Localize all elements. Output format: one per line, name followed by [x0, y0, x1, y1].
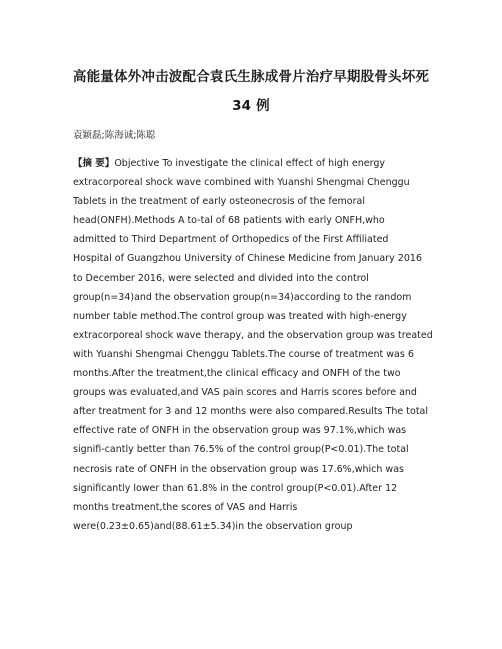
abstract-line: extracorporeal shock wave therapy, and the observation group was treated	[73, 329, 433, 341]
title-line-1: 高能量体外冲击波配合袁氏生脉成骨片治疗早期股骨头坏死	[72, 69, 430, 85]
abstract-line: significantly lower than 61.8% in the control group(P<0.01).After 12	[73, 482, 398, 494]
abstract-line: after treatment for 3 and 12 months were also compared.Results The total	[73, 406, 429, 418]
abstract-line: necrosis rate of ONFH in the observation group was 17.6%,which was	[73, 463, 404, 475]
abstract-text: Objective To investigate the clinical effect of high energy	[114, 158, 385, 169]
abstract-line: months treatment,the scores of VAS and Harris	[73, 501, 298, 513]
abstract-line: admitted to Third Department of Orthopedics of the First Affiliated	[73, 234, 389, 246]
abstract-line: months.After the treatment,the clinical efficacy and ONFH of the two	[73, 368, 401, 380]
abstract-line: effective rate of ONFH in the observation group was 97.1%,which was	[73, 425, 407, 437]
abstract-line: extracorporeal shock wave combined with Yuanshi Shengmai Chenggu	[73, 177, 410, 189]
author-list: 袁颖磊;陈海诚;陈聪	[73, 130, 156, 141]
abstract-line: signifi-cantly better than 76.5% of the control group(P<0.01).The total	[73, 444, 409, 456]
abstract-line: Hospital of Guangzhou University of Chinese Medicine from January 2016	[73, 253, 422, 265]
abstract-line: were(0.23±0.65)and(88.61±5.34)in the observation group	[73, 520, 353, 532]
abstract-line: to December 2016, were selected and divided into the control	[73, 272, 369, 284]
abstract-line: Tablets in the treatment of early osteonecrosis of the femoral	[73, 196, 365, 208]
abstract-line	[73, 154, 445, 173]
abstract-label: 【摘 要】	[73, 158, 115, 169]
abstract-line: head(ONFH).Methods A to-tal of 68 patients with early ONFH,who	[73, 215, 385, 227]
abstract-line: group(n=34)and the observation group(n=34)according to the random	[73, 291, 412, 303]
abstract-line: groups was evaluated,and VAS pain scores and Harris scores before and	[73, 387, 417, 399]
abstract-line: with Yuanshi Shengmai Chenggu Tablets.The course of treatment was 6	[73, 348, 414, 360]
title-line-2: 34 例	[232, 98, 270, 114]
abstract-block	[73, 154, 445, 536]
abstract-line: number table method.The control group was treated with high-energy	[73, 310, 407, 322]
